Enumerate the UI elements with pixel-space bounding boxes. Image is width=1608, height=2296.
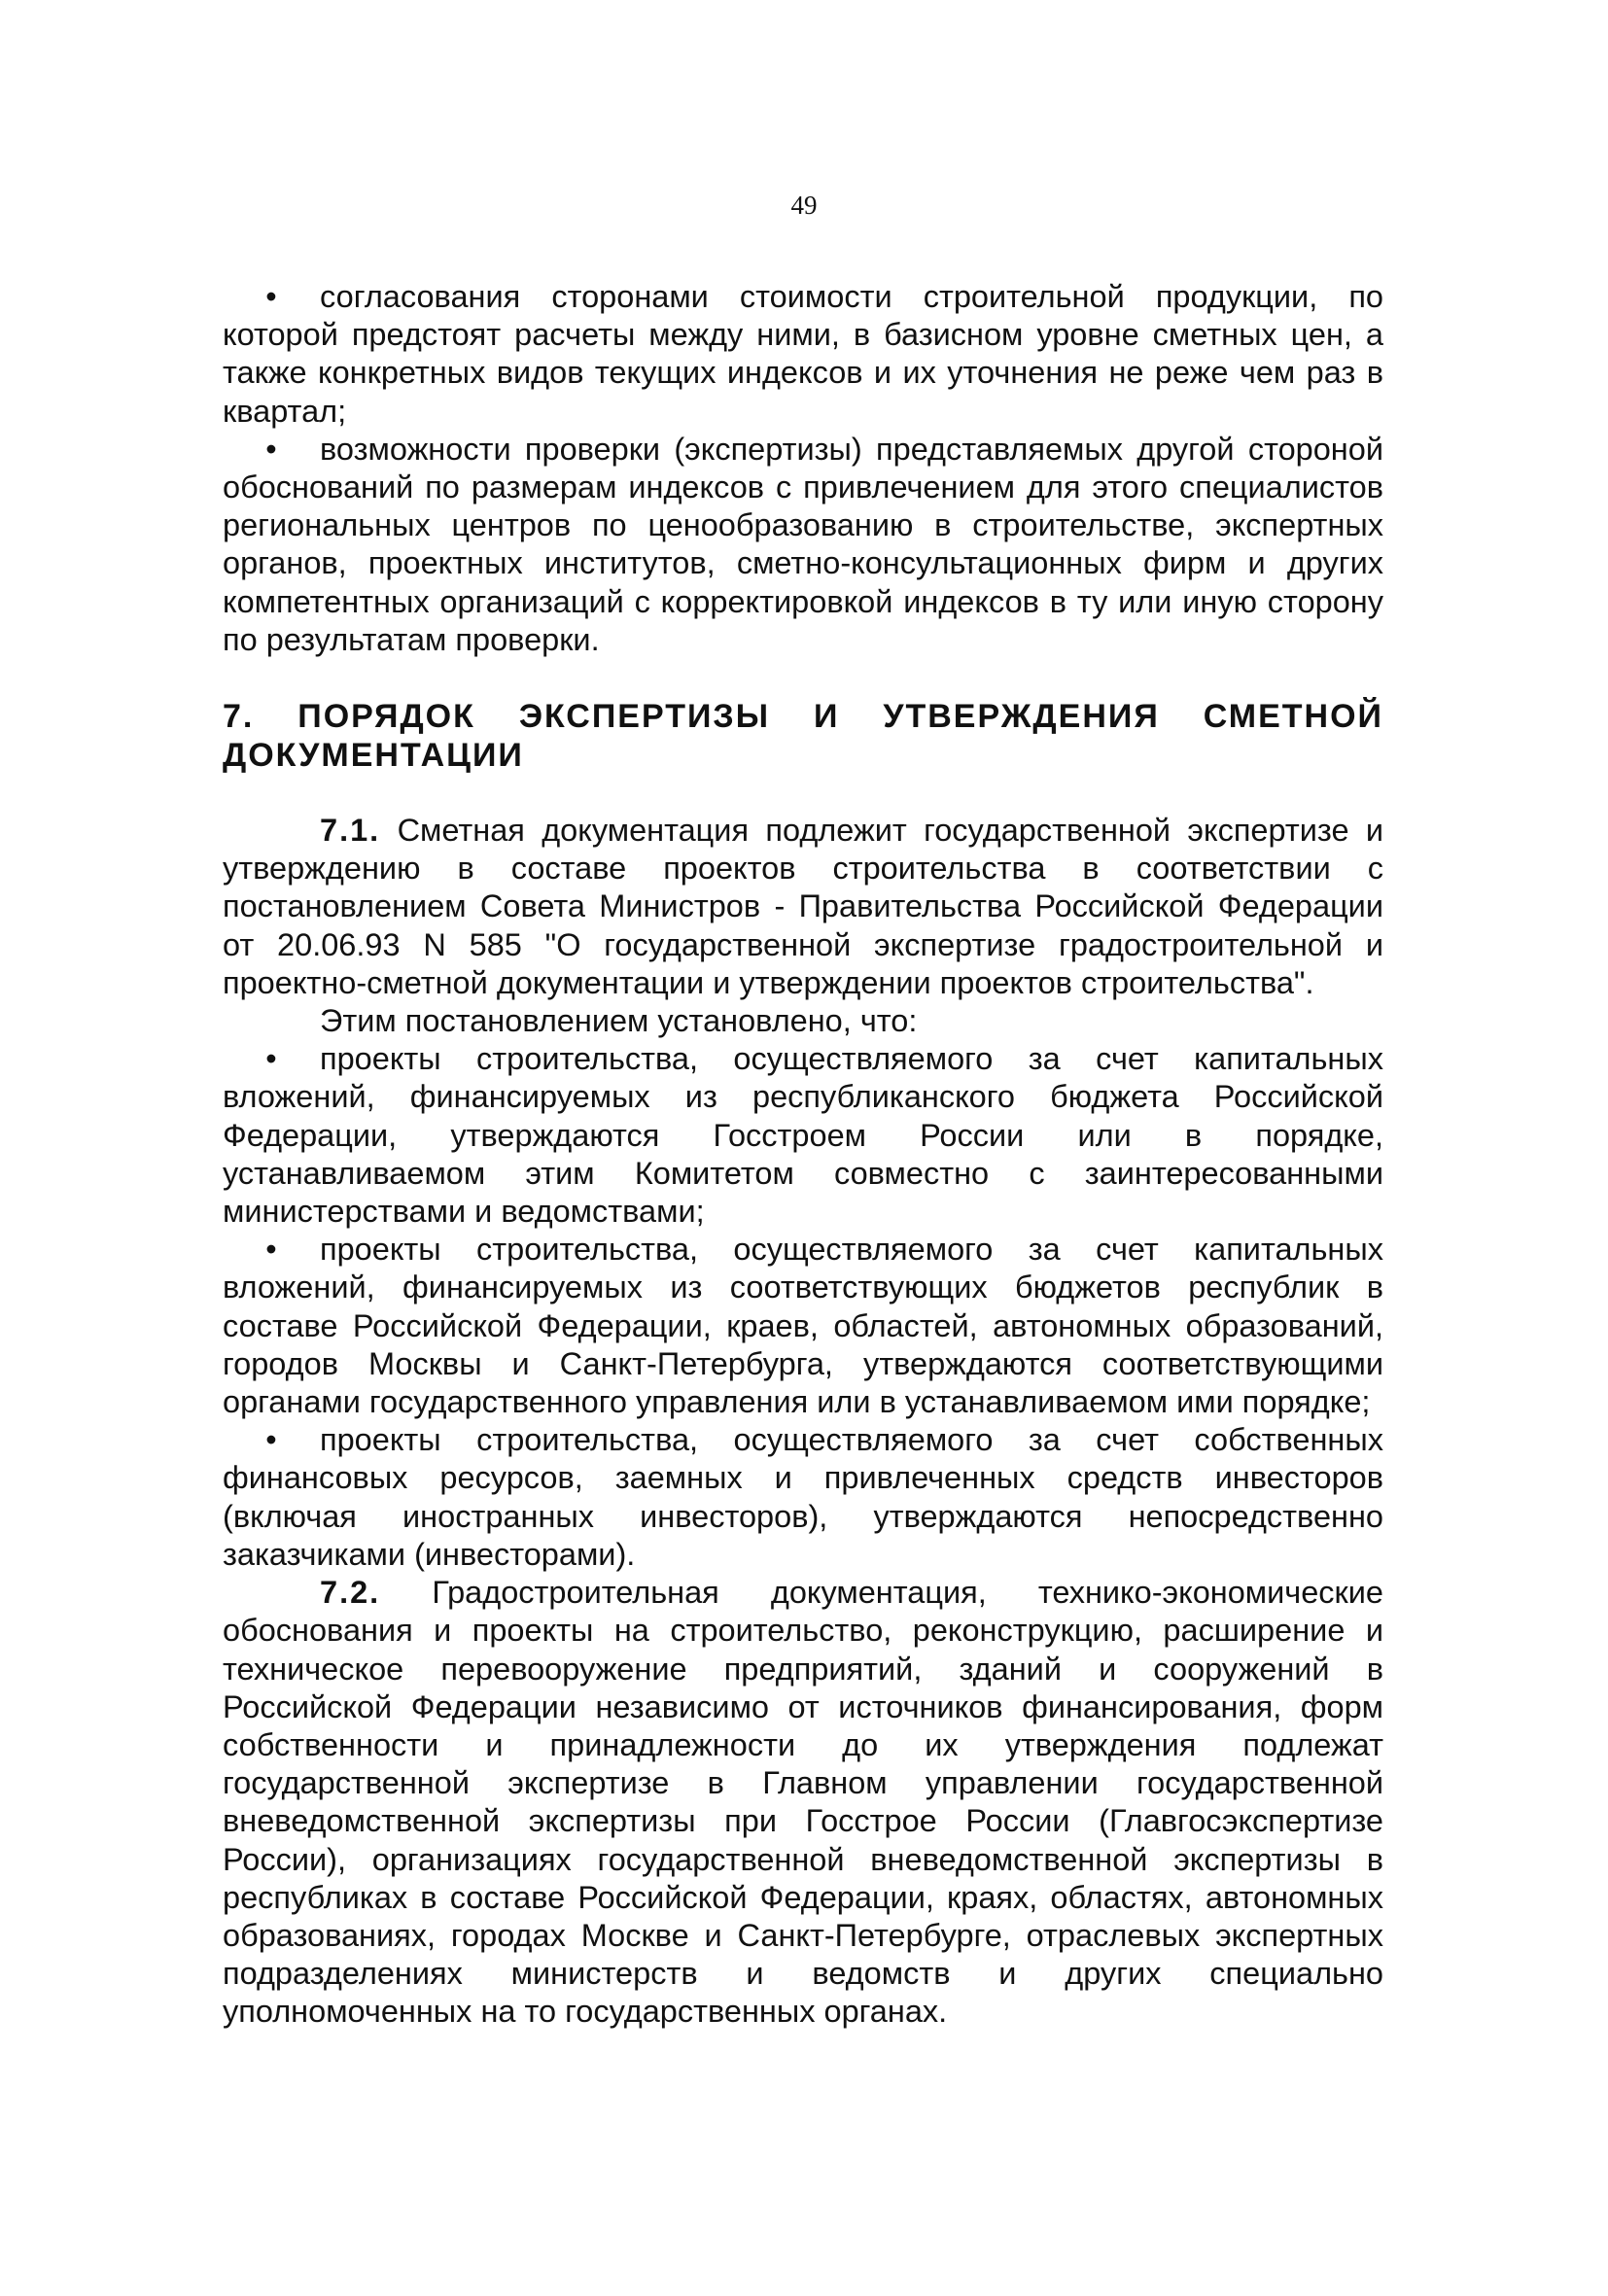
clause-intro: Этим постановлением установлено, что: <box>320 1003 918 1039</box>
bullet-item <box>223 431 1383 659</box>
section-heading <box>223 697 1383 775</box>
bullet-item <box>223 278 1383 431</box>
bullet-icon <box>223 1231 320 1269</box>
bullet-text: проекты строительства, осуществляемого за счет капитальных вложений, финансируемых из республиканского бюджета Российской Федерации, утверждаются Госстроем России или в порядке, устанавливаемом этим Комитетом совместно с заинтересованными министерствами и ведомствами; <box>223 1041 1383 1230</box>
section-title-word: ЭКСПЕРТИЗЫ <box>518 698 770 736</box>
clause-number: 7.1. <box>320 813 381 849</box>
page-number: 49 <box>790 191 818 220</box>
bullet-text: проекты строительства, осуществляемого за счет собственных финансовых ресурсов, заемных и привлеченных средств инвесторов (включая иностранных инвесторов), утверждаются непосредственно заказчиками (инвесторами). <box>223 1422 1383 1572</box>
section-title-word: УТВЕРЖДЕНИЯ <box>883 698 1160 736</box>
clause-7-2 <box>223 1574 1383 2031</box>
section-title-word: СМЕТНОЙ <box>1203 698 1383 736</box>
clause-7-1 <box>223 812 1383 1002</box>
bullet-item <box>223 1421 1383 1574</box>
section-title-line2: ДОКУМЕНТАЦИИ <box>223 737 524 775</box>
section-title-word: И <box>813 698 840 736</box>
clause-text: Сметная документация подлежит государственной экспертизе и утверждению в составе проектов строительства в соответствии с постановлением Совета Министров - Правительства Российской Федерации от 20.06.93 N 585 "О государственной экспертизе градостроительной и проектно-сметной документации и утверждении проектов строительства". <box>223 813 1384 1000</box>
bullet-text: согласования сторонами стоимости строительной продукции, по которой предстоят расчеты между ними, в базисном уровне сметных цен, а также конкретных видов текущих индексов и их уточнения не реже чем раз в квартал; <box>223 279 1383 429</box>
bullet-icon <box>223 278 320 316</box>
bullet-icon <box>223 1421 320 1459</box>
clause-number: 7.2. <box>320 1575 381 1611</box>
section-number: 7. <box>223 698 255 736</box>
section-title-word: ПОРЯДОК <box>297 698 475 736</box>
bullet-text: возможности проверки (экспертизы) представляемых другой стороной обоснований по размерам индексов с привлечением для этого специалистов региональных центров по ценообразованию в строительстве, экспертных органов, проектных институтов, сметно-консультационных фирм и других компетентных организаций с корректировкой индексов в ту или иную сторону по результатам проверки. <box>223 431 1383 657</box>
bullet-item <box>223 1231 1383 1421</box>
bullet-icon <box>223 1040 320 1078</box>
bullet-icon <box>223 431 320 469</box>
bullet-text: проекты строительства, осуществляемого за счет капитальных вложений, финансируемых из соответствующих бюджетов республик в составе Российской Федерации, краев, областей, автономных образований, городов Москвы и Санкт-Петербурга, утверждаются соответствующими органами государственного управления или в устанавливаемом ими порядке; <box>223 1232 1383 1420</box>
bullet-item <box>223 1040 1383 1231</box>
document-body <box>223 278 1383 2032</box>
clause-text: Градостроительная документация, технико-экономические обоснования и проекты на строительство, реконструкцию, расширение и техническое перевооружение предприятий, зданий и сооружений в Российской Федерации независимо от источников финансирования, форм собственности и принадлежности до их утверждения подлежат государственной экспертизе в Главном управлении государственной вневедомственной экспертизы при Госстрое России (Главгосэкспертизе России), организациях государственной вневедомственной экспертизы в республиках в составе Российской Федерации, краях, областях, автономных образованиях, городах Москве и Санкт-Петербурге, отраслевых экспертных подразделениях министерств и ведомств и других специально уполномоченных на то государственных органах. <box>223 1575 1384 2030</box>
